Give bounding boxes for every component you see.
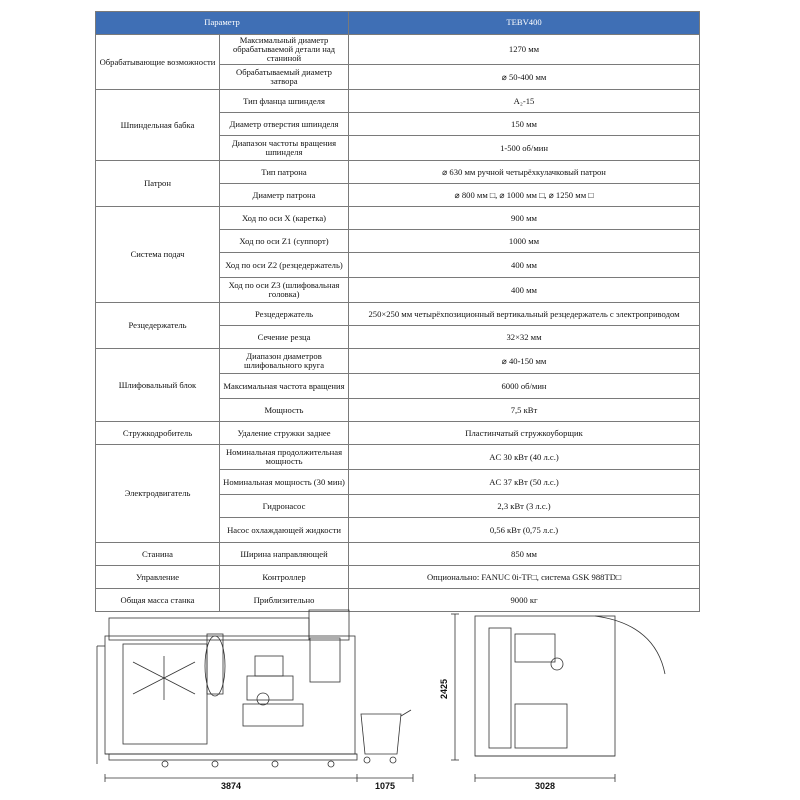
param-value: 1000 мм — [349, 230, 700, 253]
param-value: 7,5 кВт — [349, 399, 700, 422]
param-value: A₂-15 — [349, 90, 700, 113]
param-name: Номинальная продолжительная мощность — [220, 445, 349, 470]
param-name: Ход по оси Z3 (шлифовальная головка) — [220, 278, 349, 303]
param-value: AC 37 кВт (50 л.с.) — [349, 470, 700, 495]
param-value: ⌀ 40-150 мм — [349, 349, 700, 374]
group-name: Станина — [96, 543, 220, 566]
param-value: 850 мм — [349, 543, 700, 566]
spec-row — [96, 35, 700, 65]
param-value: 2,3 кВт (3 л.с.) — [349, 495, 700, 518]
param-value: AC 30 кВт (40 л.с.) — [349, 445, 700, 470]
group-name: Патрон — [96, 161, 220, 207]
machine-drawings — [95, 604, 699, 794]
param-name: Контроллер — [220, 566, 349, 589]
spec-row — [96, 566, 700, 589]
spec-row — [96, 90, 700, 113]
param-value: 9000 кг — [349, 589, 700, 612]
param-value: 32×32 мм — [349, 326, 700, 349]
header-param: Параметр — [96, 12, 349, 35]
param-name: Удаление стружки заднее — [220, 422, 349, 445]
param-value: 1-500 об/мин — [349, 136, 700, 161]
param-name: Ширина направляющей — [220, 543, 349, 566]
param-name: Максимальная частота вращения — [220, 374, 349, 399]
param-name: Ход по оси X (каретка) — [220, 207, 349, 230]
side-view-drawing — [451, 614, 665, 760]
param-value: ⌀ 50-400 мм — [349, 65, 700, 90]
group-name: Резцедержатель — [96, 303, 220, 349]
param-name: Максимальный диаметр обрабатываемой детали над станиной — [220, 35, 349, 65]
dim-front-length: 3874 — [220, 781, 242, 791]
front-view-drawing — [97, 610, 357, 767]
param-value: 0,56 кВт (0,75 л.с.) — [349, 518, 700, 543]
param-value: 1270 мм — [349, 35, 700, 65]
group-name: Шпиндельная бабка — [96, 90, 220, 161]
spec-row — [96, 207, 700, 230]
param-value: 6000 об/мин — [349, 374, 700, 399]
param-name: Обрабатываемый диаметр затвора — [220, 65, 349, 90]
group-name: Стружкодробитель — [96, 422, 220, 445]
param-name: Сечение резца — [220, 326, 349, 349]
param-name: Тип патрона — [220, 161, 349, 184]
spec-row — [96, 161, 700, 184]
param-value: 400 мм — [349, 278, 700, 303]
param-value: 900 мм — [349, 207, 700, 230]
param-name: Диаметр отверстия шпинделя — [220, 113, 349, 136]
group-name: Обрабатывающие возможности — [96, 35, 220, 90]
dim-height: 2425 — [439, 678, 449, 700]
spec-row — [96, 349, 700, 374]
param-name: Резцедержатель — [220, 303, 349, 326]
param-name: Гидронасос — [220, 495, 349, 518]
param-value: 150 мм — [349, 113, 700, 136]
param-value: 400 мм — [349, 253, 700, 278]
spec-row — [96, 303, 700, 326]
chip-cart-drawing — [361, 710, 411, 763]
param-value: Опционально: FANUC 0i-TF□, система GSK 988TD□ — [349, 566, 700, 589]
param-name: Номинальная мощность (30 мин) — [220, 470, 349, 495]
spec-row — [96, 445, 700, 470]
param-value: Пластинчатый стружкоуборщик — [349, 422, 700, 445]
param-value: ⌀ 630 мм ручной четырёхкулачковый патрон — [349, 161, 700, 184]
param-name: Диаметр патрона — [220, 184, 349, 207]
group-name: Система подач — [96, 207, 220, 303]
group-name: Шлифовальный блок — [96, 349, 220, 422]
param-name: Диапазон частоты вращения шпинделя — [220, 136, 349, 161]
spec-row — [96, 422, 700, 445]
dim-side-width: 3028 — [534, 781, 556, 791]
param-name: Приблизительно — [220, 589, 349, 612]
spec-table — [95, 11, 700, 612]
group-name: Управление — [96, 566, 220, 589]
param-name: Мощность — [220, 399, 349, 422]
dim-cart-length: 1075 — [374, 781, 396, 791]
spec-row — [96, 543, 700, 566]
param-value: ⌀ 800 мм □, ⌀ 1000 мм □, ⌀ 1250 мм □ — [349, 184, 700, 207]
param-name: Диапазон диаметров шлифовального круга — [220, 349, 349, 374]
group-name: Общая масса станка — [96, 589, 220, 612]
param-name: Ход по оси Z2 (резцедержатель) — [220, 253, 349, 278]
param-value: 250×250 мм четырёхпозиционный вертикальный резцедержатель с электроприводом — [349, 303, 700, 326]
param-name: Тип фланца шпинделя — [220, 90, 349, 113]
header-model: TEBV400 — [349, 12, 700, 35]
spec-header-row — [96, 12, 700, 35]
group-name: Электродвигатель — [96, 445, 220, 543]
param-name: Насос охлаждающей жидкости — [220, 518, 349, 543]
param-name: Ход по оси Z1 (суппорт) — [220, 230, 349, 253]
